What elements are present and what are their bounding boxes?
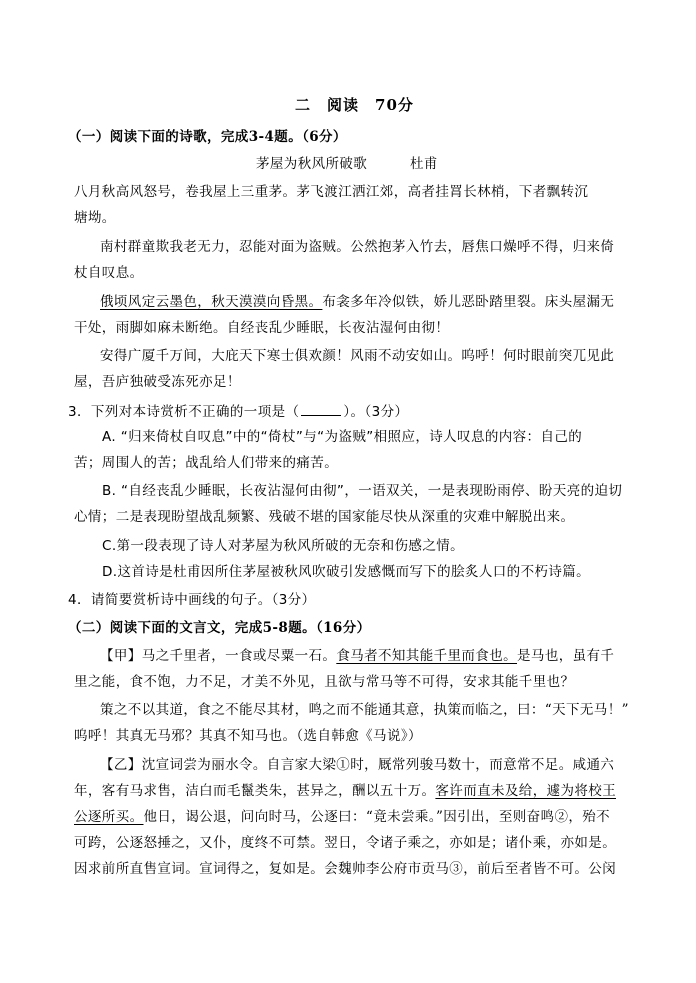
q3-option-a-line2: 苦；周围人的苦；战乱给人们带来的痛苦。 — [74, 455, 339, 471]
poem-stanza4-line1: 安得广厦千万间，大庇天下寒士俱欢颜！风雨不动安如山。呜呼！何时眼前突兀见此 — [100, 348, 615, 364]
q3-option-a-line1: A. “归来倚杖自叹息”中的“倚杖”与“为盗贼”相照应，诗人叹息的内容：自己的 — [102, 429, 583, 445]
passage-jia-line2: 里之能，食不饱，力不足，才美不外见，且欲与常马等不可得，安求其能千里也？ — [74, 674, 575, 690]
underlined-sentence: 客许而直未及给，遽为将校王 — [435, 783, 617, 799]
section2-title: （二）阅读下面的文言文，完成5-8题。（16分） — [68, 620, 371, 636]
poem-author: 杜甫 — [410, 156, 438, 172]
passage-jia-line1: 【甲】马之千里者，一食或尽粟一石。食马者不知其能千里而食也。是马也，虽有千 — [100, 648, 615, 664]
underlined-verse: 俄顷风定云墨色，秋天漠漠向昏黑。 — [100, 294, 323, 310]
question-4: 4．请简要赏析诗中画线的句子。（3分） — [68, 592, 316, 608]
poem-stanza1-line2: 塘坳。 — [74, 210, 116, 226]
poem-stanza2-line1: 南村群童欺我老无力，忍能对面为盗贼。公然抱茅入竹去，唇焦口燥呼不得，归来倚 — [100, 239, 615, 255]
question-3: 3．下列对本诗赏析不正确的一项是（ ）。（3分） — [68, 401, 408, 421]
underlined-sentence: 食马者不知其能千里而食也。 — [336, 648, 518, 664]
passage-yi-line2: 年，客有马求售，洁白而毛鬣类朱，甚异之，酬以五十万。客许而直未及给，遽为将校王 — [74, 783, 617, 799]
poem-stanza3-line2: 干处，雨脚如麻未断绝。自经丧乱少睡眠，长夜沾湿何由彻！ — [74, 320, 450, 336]
poem-stanza3-line1: 俄顷风定云墨色，秋天漠漠向昏黑。布衾多年冷似铁，娇儿恶卧踏里裂。床头屋漏无 — [100, 294, 615, 310]
part-heading: 二 阅读 70分 — [295, 96, 414, 114]
passage-yi-line4: 可跨，公逐怒捶之，又仆，度终不可禁。翌日，令诸子乘之，亦如是；诸仆乘，亦如是。 — [74, 835, 617, 851]
q3-option-d: D.这首诗是杜甫因所住茅屋被秋风吹破引发感慨而写下的脍炙人口的不朽诗篇。 — [102, 564, 591, 580]
q3-option-b-line1: B. “自经丧乱少睡眠，长夜沾湿何由彻”，一语双关，一是表现盼雨停、盼天亮的迫切 — [102, 483, 623, 499]
poem-stanza1-line1: 八月秋高风怒号，卷我屋上三重茅。茅飞渡江洒江郊，高者挂罥长林梢，下者飘转沉 — [74, 184, 589, 200]
passage-yi-line5: 因求前所直售宣词。宣词得之，复如是。会魏帅李公府市贡马③，前后至者皆不可。公闵 — [74, 861, 617, 877]
poem-stanza2-line2: 杖自叹息。 — [74, 265, 144, 281]
q3-option-c: C.第一段表现了诗人对茅屋为秋风所破的无奈和伤感之情。 — [102, 538, 465, 554]
answer-blank[interactable] — [301, 401, 341, 416]
poem-title: 茅屋为秋风所破歌 — [256, 156, 368, 172]
passage-jia-line4: 呜呼！其真无马邪？其真不知马也。（选自韩愈《马说》） — [74, 728, 422, 744]
passage-jia-line3: 策之不以其道，食之不能尽其材，鸣之而不能通其意，执策而临之，曰：“天下无马！” — [100, 702, 629, 718]
q3-option-b-line2: 心情；二是表现盼望战乱频繁、残破不堪的国家能尽快从深重的灾难中解脱出来。 — [74, 509, 575, 525]
underlined-sentence: 公逐所买。 — [74, 809, 144, 825]
section1-title: （一）阅读下面的诗歌，完成3-4题。（6分） — [68, 129, 347, 145]
passage-yi-line3: 公逐所买。他日，谒公退，问向时马，公逐曰：“竟未尝乘。”因引出，至则奋鸣②，殆不 — [74, 809, 611, 825]
poem-stanza4-line2: 屋，吾庐独破受冻死亦足！ — [74, 374, 241, 390]
passage-yi-line1: 【乙】沈宣词尝为丽水令。自言家大梁①时，厩常列骏马数十，而意常不足。咸通六 — [100, 757, 615, 773]
